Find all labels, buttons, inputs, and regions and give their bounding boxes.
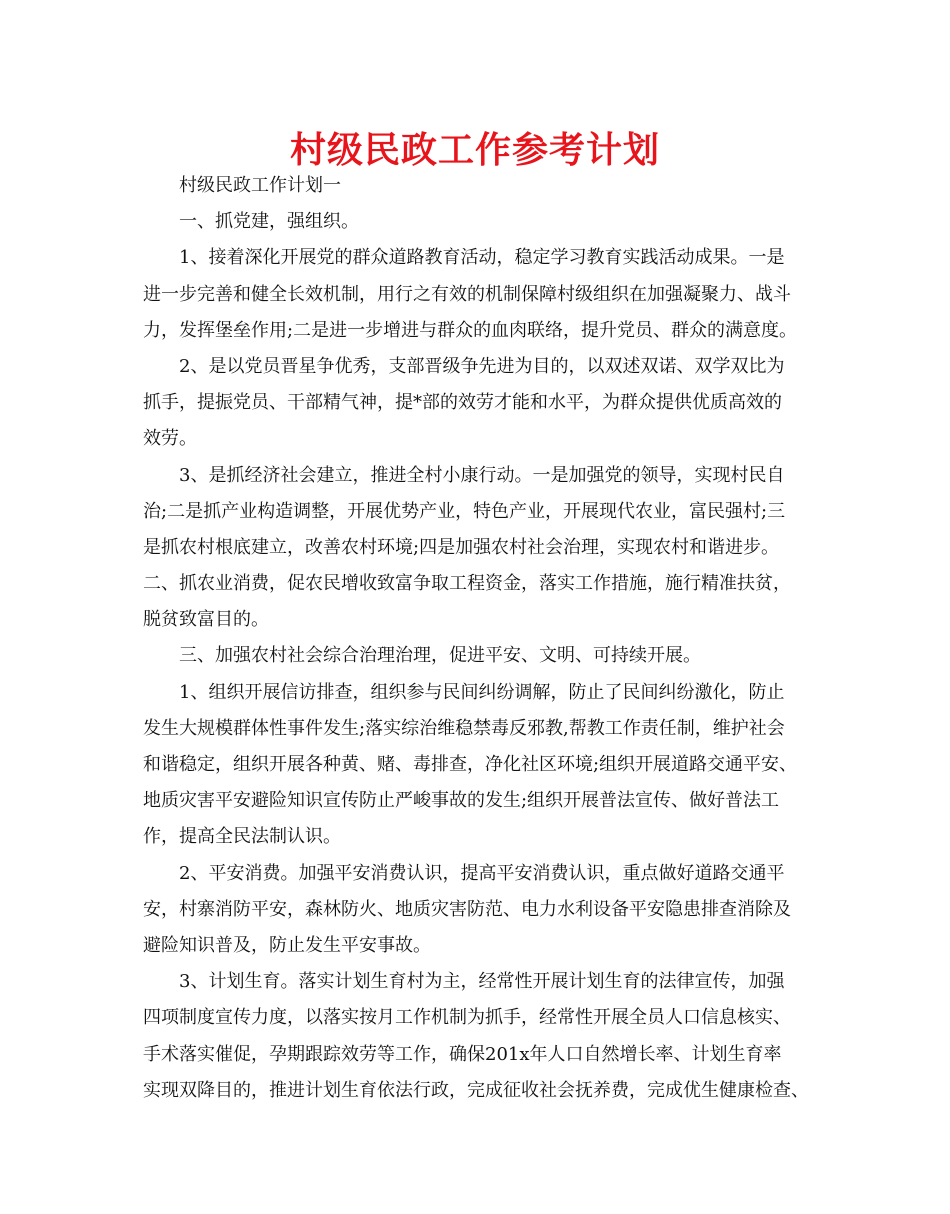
text-line: 3、是抓经济社会建立，推进全村小康行动。一是加强党的领导，实现村民自 bbox=[179, 464, 785, 486]
text-line: 地质灾害平安避险知识宣传防止严峻事故的发生;组织开展普法宣传、做好普法工 bbox=[143, 790, 780, 812]
text-line: 三、加强农村社会综合治理治理，促进平安、文明、可持续开展。 bbox=[179, 645, 701, 667]
text-line: 进一步完善和健全长效机制，用行之有效的机制保障村级组织在加强凝聚力、战斗 bbox=[143, 283, 791, 305]
text-line: 作，提高全民法制认识。 bbox=[143, 826, 341, 848]
document-title: 村级民政工作参考计划 bbox=[289, 129, 660, 171]
text-line: 脱贫致富目的。 bbox=[143, 609, 269, 631]
text-line: 2、平安消费。加强平安消费认识，提高平安消费认识，重点做好道路交通平 bbox=[179, 862, 785, 884]
text-line: 手术落实催促，孕期跟踪效劳等工作，确保201x年人口自然增长率、计划生育率 bbox=[143, 1043, 782, 1065]
text-line: 3、计划生育。落实计划生育村为主，经常性开展计划生育的法律宣传，加强 bbox=[179, 971, 785, 993]
text-line: 二、抓农业消费，促农民增收致富争取工程资金，落实工作措施，施行精准扶贫， bbox=[143, 573, 791, 595]
text-line: 是抓农村根底建立，改善农村环境;四是加强农村社会治理，实现农村和谐进步。 bbox=[143, 536, 780, 558]
text-line: 实现双降目的，推进计划生育依法行政，完成征收社会抚养费，完成优生健康检查、 bbox=[143, 1079, 809, 1101]
text-line: 1、组织开展信访排查，组织参与民间纠纷调解，防止了民间纠纷激化，防止 bbox=[179, 681, 785, 703]
document-body bbox=[143, 168, 823, 1109]
text-line: 力，发挥堡垒作用;二是进一步增进与群众的血肉联络，提升党员、群众的满意度。 bbox=[143, 319, 798, 341]
text-line: 抓手，提振党员、干部精气神，提*部的效劳才能和水平，为群众提供优质高效的 bbox=[143, 392, 782, 414]
text-line: 1、接着深化开展党的群众道路教育活动，稳定学习教育实践活动成果。一是 bbox=[179, 247, 785, 269]
text-line: 避险知识普及，防止发生平安事故。 bbox=[143, 934, 431, 956]
text-line: 和谐稳定，组织开展各种黄、赌、毒排查，净化社区环境;组织开展道路交通平安、 bbox=[143, 754, 798, 775]
text-line: 四项制度宣传力度，以落实按月工作机制为抓手，经常性开展全员人口信息核实、 bbox=[143, 1007, 791, 1029]
text-line: 2、是以党员晋星争优秀，支部晋级争先进为目的，以双述双诺、双学双比为 bbox=[179, 355, 785, 377]
text-line: 效劳。 bbox=[143, 428, 197, 450]
text-line: 发生大规模群体性事件发生;落实综治维稳禁毒反邪教,帮教工作责任制，维护社会 bbox=[143, 717, 785, 739]
text-line: 安，村寨消防平安，森林防火、地质灾害防范、电力水利设备平安隐患排查消除及 bbox=[143, 898, 791, 920]
text-line: 村级民政工作计划一 bbox=[179, 175, 341, 196]
text-line: 一、抓党建，强组织。 bbox=[179, 211, 359, 233]
text-line: 治;二是抓产业构造调整，开展优势产业，特色产业，开展现代农业，富民强村;三 bbox=[143, 500, 786, 522]
